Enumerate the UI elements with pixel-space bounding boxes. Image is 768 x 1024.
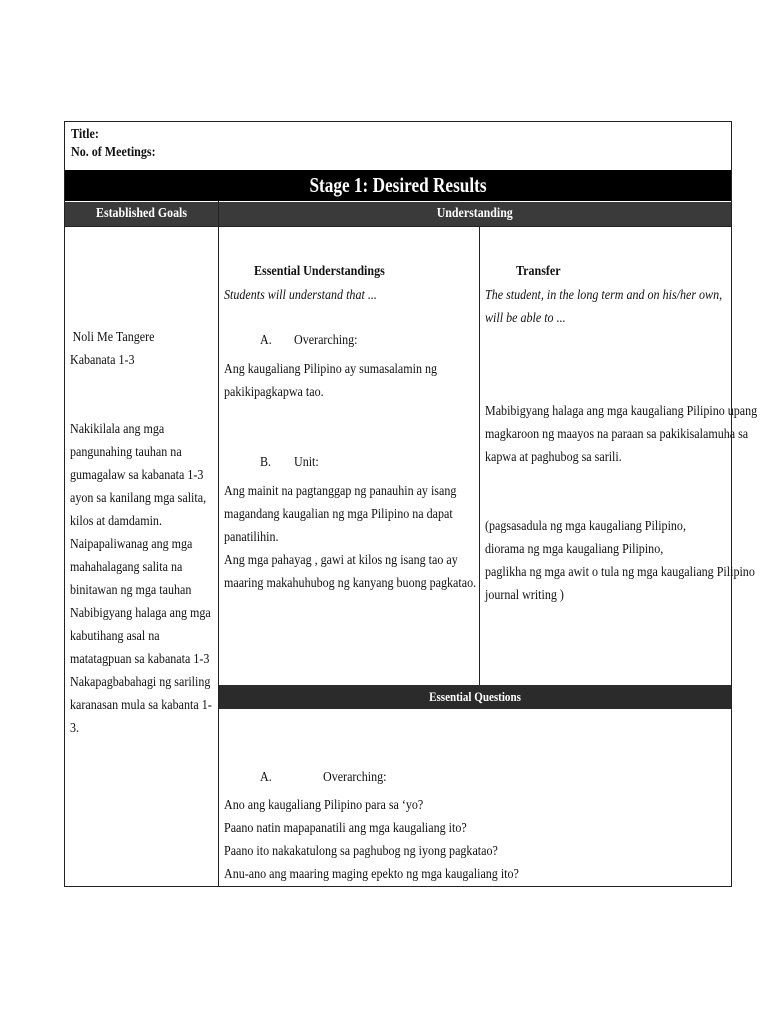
eq-questions xyxy=(224,794,567,886)
eu-b-label: Unit: xyxy=(294,455,319,470)
eu-b-text xyxy=(224,480,517,595)
eu-a-label: Overarching: xyxy=(294,333,358,348)
transfer-body-line: Mabibigyang halaga ang mga kaugaliang Pilipino upang xyxy=(485,404,758,419)
meetings-label: No. of Meetings: xyxy=(71,145,156,160)
understanding-header-bar xyxy=(219,202,731,226)
goals-topic xyxy=(70,326,168,372)
goal-line: karanasan mula sa kabanta 1- xyxy=(70,698,212,713)
transfer-body xyxy=(485,400,768,469)
eq-question: Paano natin mapapanatili ang mga kaugaliang ito? xyxy=(224,821,467,836)
transfer-sub-line: The student, in the long term and on his/her own, xyxy=(485,288,723,303)
eu-a-line: pakikipagkapwa tao. xyxy=(224,385,324,400)
goal-line: Nakapagbabahagi ng sariling xyxy=(70,675,211,690)
eu-a-marker: A. xyxy=(260,333,272,348)
essential-questions-bar xyxy=(219,685,731,709)
eu-subheading: Students will understand that ... xyxy=(224,288,377,303)
eu-b-marker: B. xyxy=(260,455,272,470)
transfer-activity-line: journal writing ) xyxy=(485,588,564,603)
transfer-activities xyxy=(485,515,768,607)
goal-line: Nabibigyang halaga ang mga xyxy=(70,606,211,621)
goal-line: kilos at damdamin. xyxy=(70,514,162,529)
goals-topic-line1: Noli Me Tangere xyxy=(72,330,155,345)
eu-a-text xyxy=(224,358,472,404)
goal-line: Nakikilala ang mga xyxy=(70,422,165,437)
transfer-body-line: kapwa at paghubog sa sarili. xyxy=(485,450,622,465)
transfer-sub-line: will be able to ... xyxy=(485,311,566,326)
transfer-activity-line: paglikha ng mga awit o tula ng mga kaugaliang Pilipino xyxy=(485,565,755,580)
eu-b-line: panatilihin. xyxy=(224,530,279,545)
goals-topic-line2: Kabanata 1-3 xyxy=(70,353,135,368)
stage-title-bar xyxy=(65,170,731,201)
lesson-plan-table xyxy=(64,121,758,887)
goal-line: pangunahing tauhan na xyxy=(70,445,182,460)
eu-b-line: maaring makahuhubog ng kanyang buong pagkatao. xyxy=(224,576,477,591)
title-label: Title: xyxy=(71,127,99,142)
header-divider xyxy=(65,226,731,227)
eq-a-label: Overarching: xyxy=(323,770,387,785)
goal-line: gumagalaw sa kabanata 1-3 xyxy=(70,468,204,483)
eq-question: Ano ang kaugaliang Pilipino para sa ‘yo? xyxy=(224,798,424,813)
eq-question: Paano ito nakakatulong sa paghubog ng iyong pagkatao? xyxy=(224,844,498,859)
eu-b-line: magandang kaugalian ng mga Pilipino na dapat xyxy=(224,507,453,522)
column-divider-transfer xyxy=(479,226,480,685)
goal-line: Naipapaliwanag ang mga xyxy=(70,537,193,552)
transfer-sub xyxy=(485,284,761,330)
goal-line: ayon sa kanilang mga salita, xyxy=(70,491,207,506)
essential-questions-header: Essential Questions xyxy=(429,689,521,704)
goals-header: Established Goals xyxy=(96,206,187,221)
goal-line: 3. xyxy=(70,721,80,736)
eu-heading: Essential Understandings xyxy=(254,264,385,279)
goal-line: matatagpuan sa kabanata 1-3 xyxy=(70,652,210,667)
eq-question: Anu-ano ang maaring maging epekto ng mga kaugaliang ito? xyxy=(224,867,519,882)
transfer-body-line: magkaroon ng maayos na paraan sa pakikisalamuha sa xyxy=(485,427,749,442)
eu-b-line: Ang mga pahayag , gawi at kilos ng isang tao ay xyxy=(224,553,458,568)
eq-a-marker: A. xyxy=(260,770,272,785)
goal-line: kabutihang asal na xyxy=(70,629,160,644)
goal-line: binitawan ng mga tauhan xyxy=(70,583,192,598)
understanding-header: Understanding xyxy=(436,206,514,221)
transfer-activity-line: diorama ng mga kaugaliang Pilipino, xyxy=(485,542,664,557)
transfer-activity-line: (pagsasadula ng mga kaugaliang Pilipino, xyxy=(485,519,686,534)
eu-a-line: Ang kaugaliang Pilipino ay sumasalamin ng xyxy=(224,362,438,377)
goals-header-bar xyxy=(65,202,218,226)
transfer-heading: Transfer xyxy=(516,264,561,279)
eu-b-line: Ang mainit na pagtanggap ng panauhin ay isang xyxy=(224,484,457,499)
stage-title: Stage 1: Desired Results xyxy=(309,173,487,197)
goal-line: mahahalagang salita na xyxy=(70,560,183,575)
goals-list xyxy=(70,418,235,740)
